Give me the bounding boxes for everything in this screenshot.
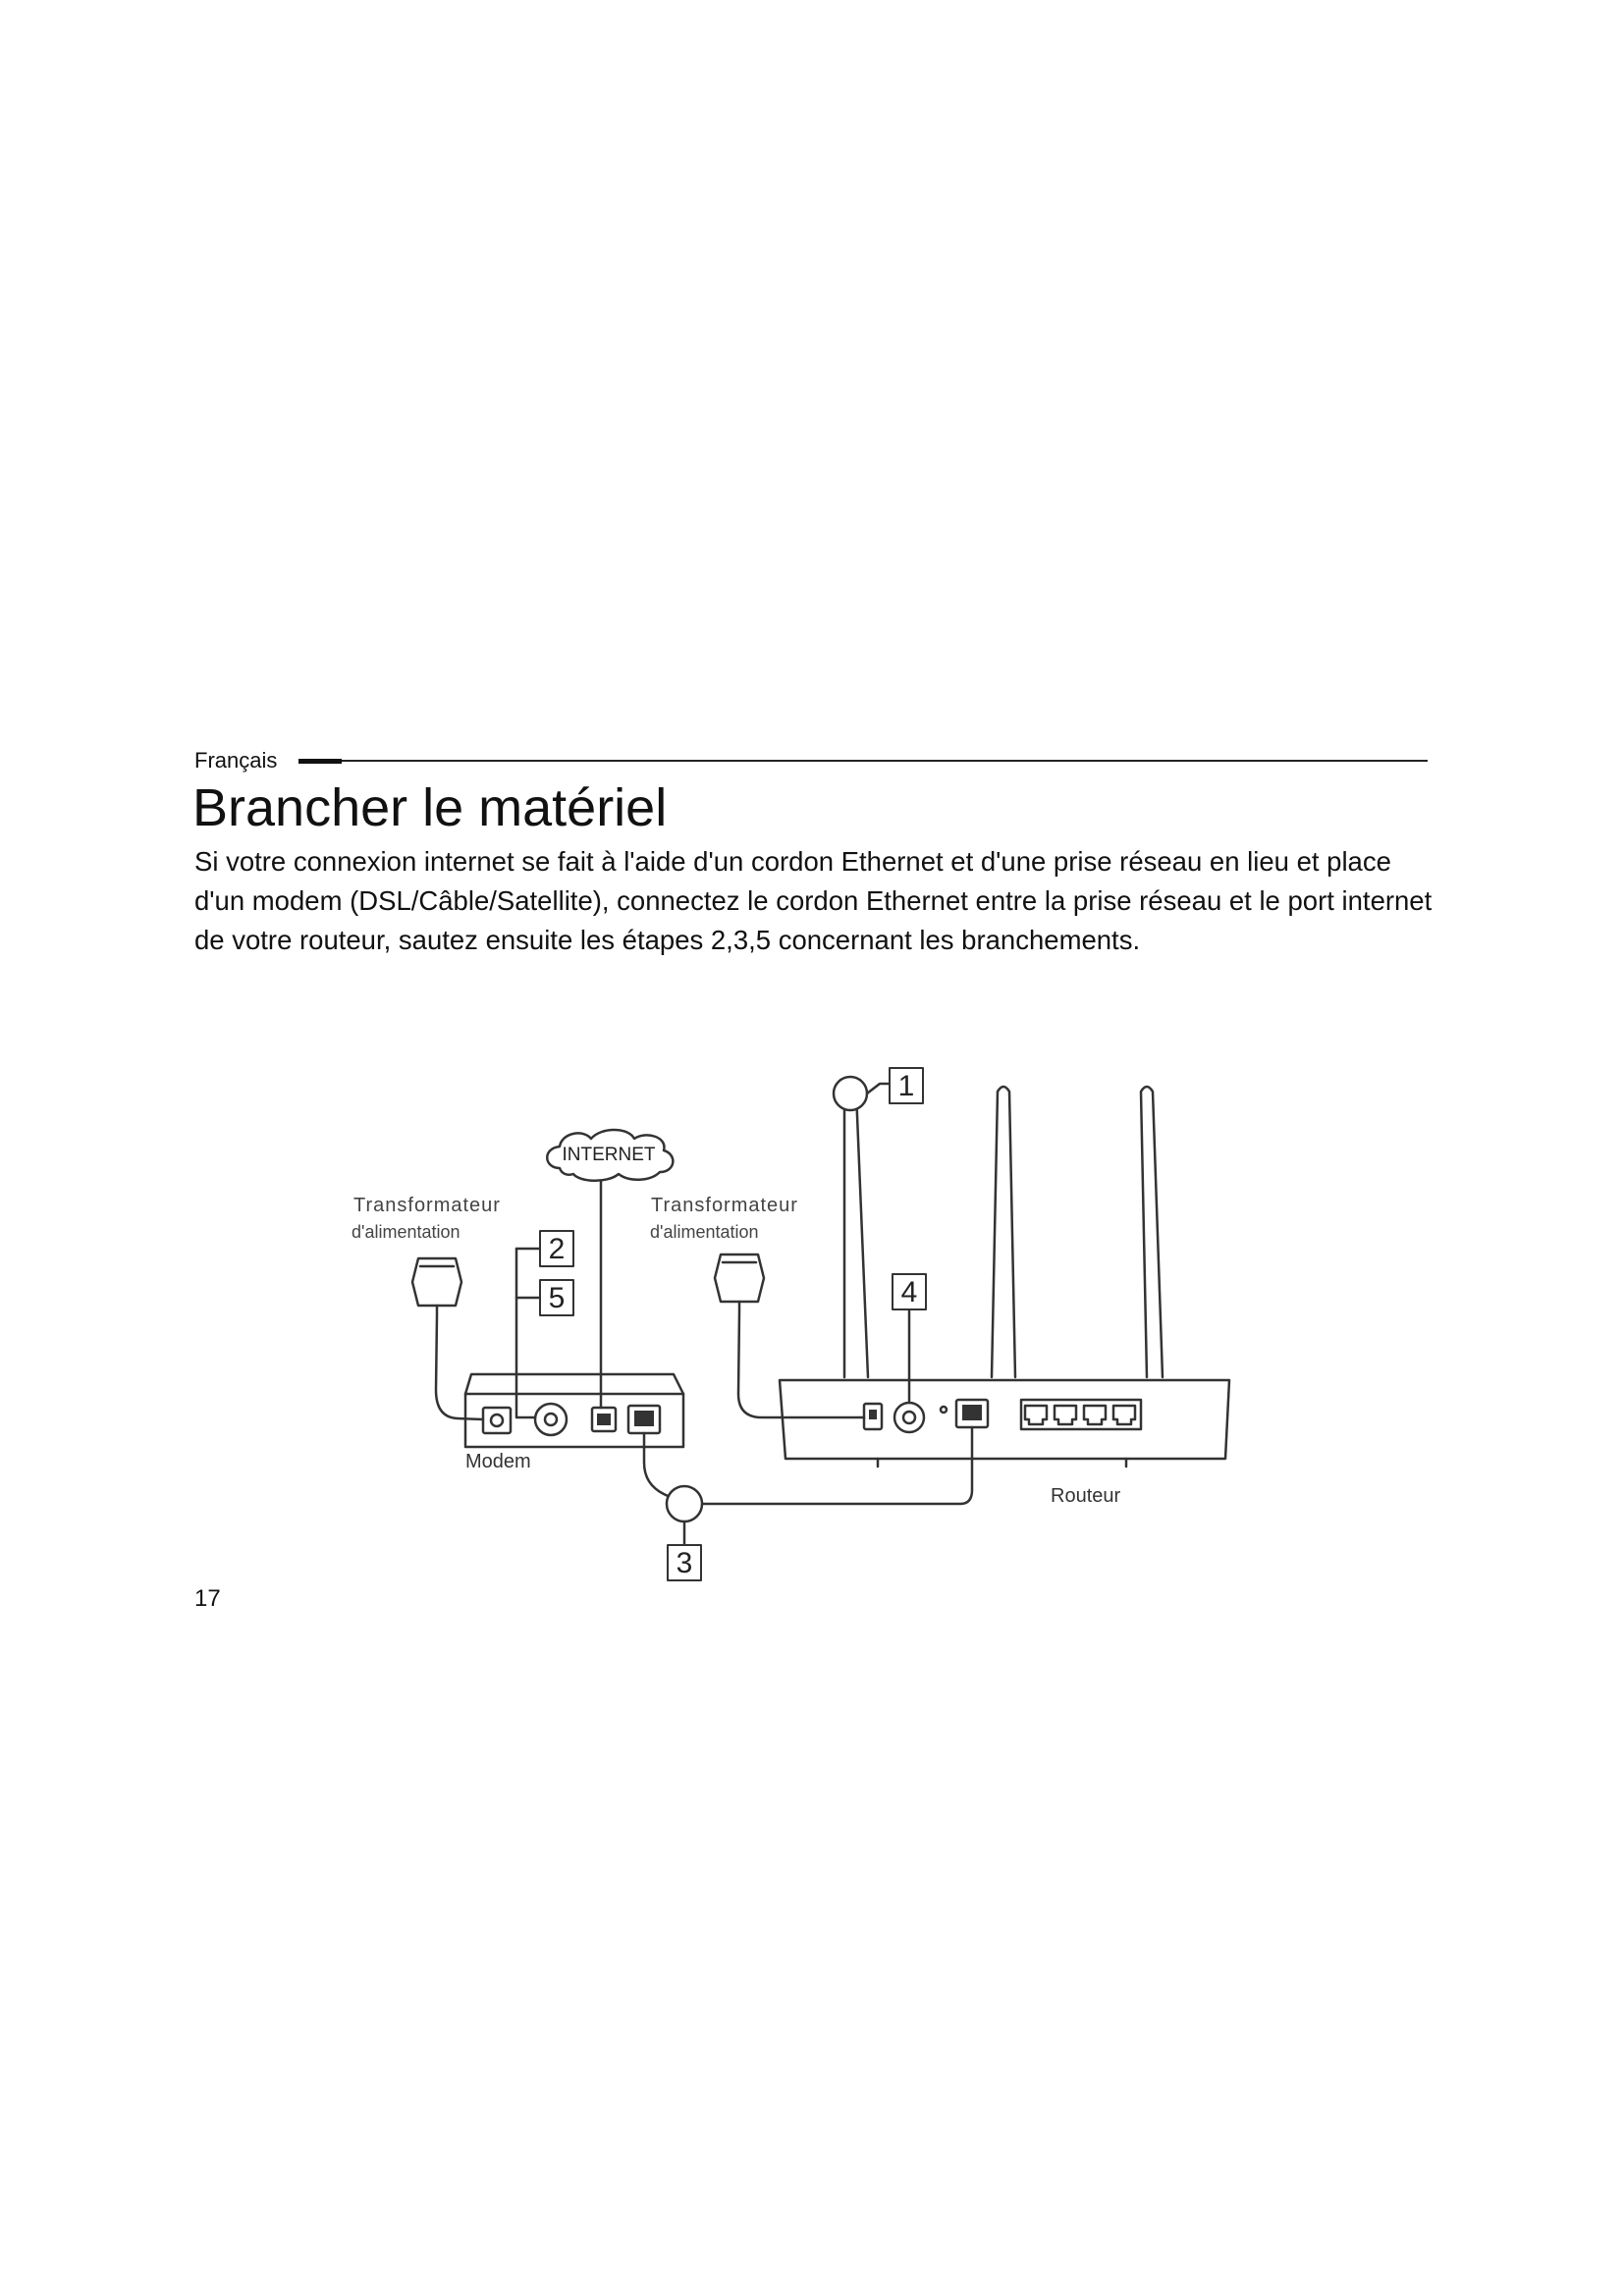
- router: [780, 1380, 1229, 1507]
- language-header: [194, 744, 1428, 777]
- page-number: 17: [194, 1585, 221, 1612]
- connection-diagram: [334, 1050, 1267, 1600]
- svg-text:5: 5: [548, 1282, 566, 1314]
- step-1-connector: [834, 1077, 890, 1110]
- header-accent-rule: [298, 759, 342, 764]
- intro-paragraph: Si votre connexion internet se fait à l'aide d'un cordon Ethernet et d'une prise réseau en lieu et place d'un modem (DSL/Câble/Satellite), connectez le cordon Ethernet entre la prise réseau et le port internet de votre routeur, sautez ensuite les étapes 2,3,5 concernant les branchements.: [194, 846, 1433, 955]
- language-label: Français: [194, 748, 278, 773]
- svg-text:4: 4: [900, 1276, 918, 1308]
- page-title: Brancher le matériel: [192, 778, 668, 837]
- svg-text:Transformateur: Transformateur: [353, 1195, 501, 1216]
- svg-text:d'alimentation: d'alimentation: [352, 1222, 460, 1242]
- svg-text:1: 1: [897, 1070, 915, 1102]
- svg-text:2: 2: [548, 1233, 566, 1265]
- step-badge-1: [890, 1068, 923, 1103]
- svg-text:3: 3: [676, 1547, 693, 1579]
- adapter-left-label: [352, 1195, 501, 1242]
- svg-text:d'alimentation: d'alimentation: [650, 1222, 759, 1242]
- step-badge-2: [540, 1231, 573, 1266]
- router-antennas: [844, 1087, 1163, 1377]
- modem-label: Modem: [465, 1451, 531, 1472]
- modem: [465, 1374, 683, 1472]
- svg-text:Transformateur: Transformateur: [651, 1195, 798, 1216]
- router-label: Routeur: [1051, 1485, 1121, 1507]
- step-badge-4: [893, 1274, 926, 1309]
- step-badge-3: [668, 1545, 701, 1580]
- adapter-right-label: [650, 1195, 798, 1242]
- step-badge-5: [540, 1280, 573, 1315]
- internet-label: INTERNET: [562, 1145, 656, 1165]
- internet-cloud: [547, 1130, 673, 1181]
- header-rule: [342, 760, 1428, 762]
